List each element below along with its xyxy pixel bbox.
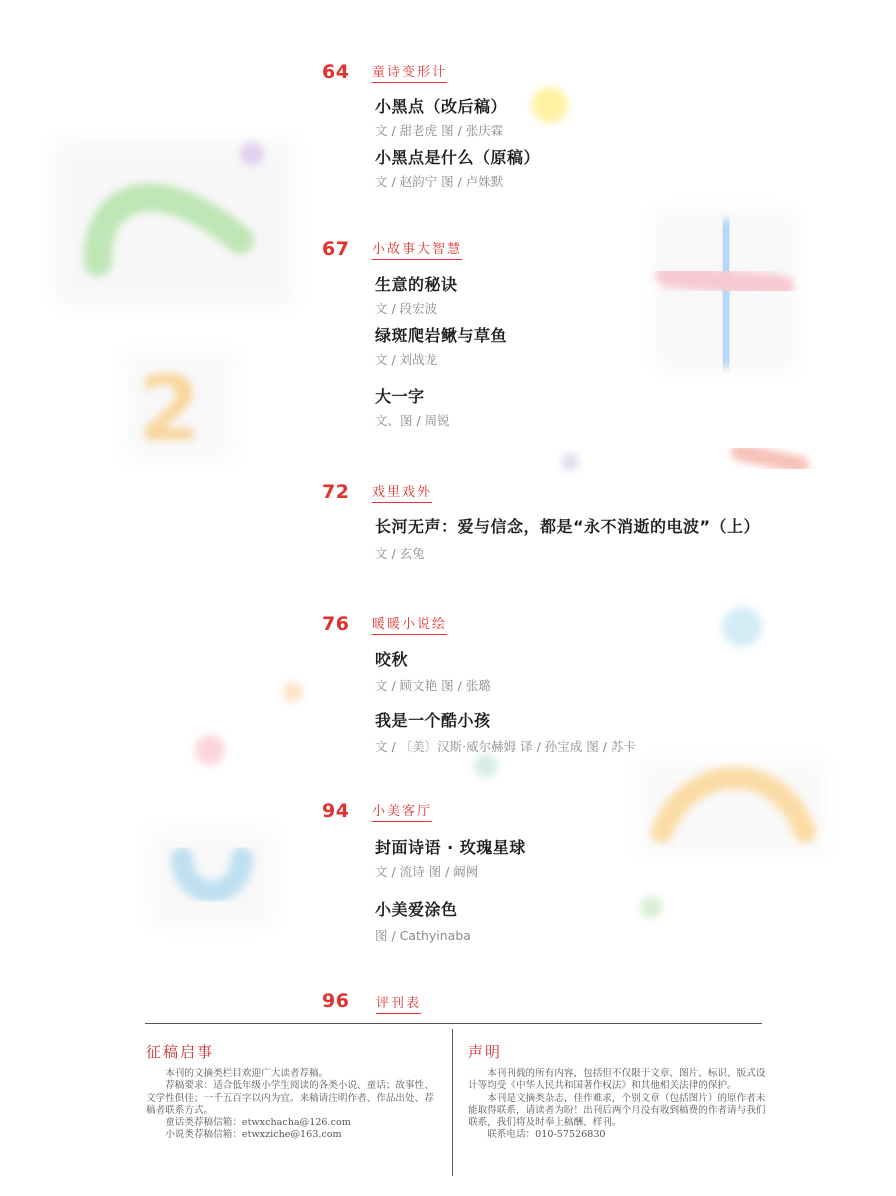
article-credit: 文 / 甜老虎 图 / 张庆霖 bbox=[375, 123, 504, 138]
notice-email[interactable]: 小说类荐稿信箱：etwxziche@163.com bbox=[165, 1129, 342, 1141]
article-entry[interactable] bbox=[375, 647, 491, 694]
article-entry[interactable] bbox=[375, 835, 526, 880]
deco-yellow-dot bbox=[532, 87, 568, 123]
divider bbox=[452, 1029, 453, 1176]
article-credit: 文 / 〔美〕汉斯·威尔赫姆 译 / 孙宝成 图 / 苏卡 bbox=[375, 739, 636, 754]
article-credit: 文 / 赵韵宁 图 / 卢姝默 bbox=[375, 174, 504, 189]
section-title[interactable]: 评刊表 bbox=[376, 992, 421, 1014]
article-credit: 文 / 刘战龙 bbox=[375, 352, 438, 367]
notice-paragraph: 荐稿要求：适合低年级小学生阅读的各类小说、童话；故事性、文学性俱佳；一千五百字以内为宜。来稿请注明作者、作品出处、荐稿者联系方式。 bbox=[146, 1080, 434, 1116]
deco-panel bbox=[150, 830, 275, 925]
article-entry[interactable] bbox=[375, 272, 458, 317]
article-title: 咬秋 bbox=[375, 650, 409, 669]
notice-paragraph: 本刊的文摘类栏目欢迎广大读者荐稿。 bbox=[165, 1068, 329, 1079]
deco-blue-bar bbox=[724, 232, 728, 355]
article-title: 小美爱涂色 bbox=[375, 900, 458, 919]
article-title: 小黑点（改后稿） bbox=[375, 97, 508, 116]
page-number: 76 bbox=[322, 613, 350, 635]
article-credit: 文、图 / 周锐 bbox=[375, 413, 450, 428]
section-title[interactable]: 童诗变形计 bbox=[372, 61, 447, 83]
deco-green-dot bbox=[640, 896, 662, 918]
submission-notice-title: 征稿启事 bbox=[146, 1043, 215, 1061]
article-entry[interactable] bbox=[375, 94, 507, 139]
article-entry[interactable] bbox=[375, 708, 636, 755]
deco-salmon-bar bbox=[740, 452, 800, 465]
notice-phone: 联系电话：010-57526830 bbox=[487, 1129, 606, 1141]
deco-teal-dot bbox=[474, 754, 498, 778]
section-title[interactable]: 暖暖小说绘 bbox=[372, 613, 447, 635]
section-title[interactable]: 戏里戏外 bbox=[372, 481, 432, 503]
article-title: 绿斑爬岩鳅与草鱼 bbox=[375, 326, 508, 345]
notice-email[interactable]: 童话类荐稿信箱：etwxchacha@126.com bbox=[165, 1117, 351, 1129]
article-entry[interactable] bbox=[375, 323, 507, 368]
article-title: 大一字 bbox=[375, 387, 425, 406]
article-credit: 文 / 玄兔 bbox=[375, 546, 425, 561]
divider bbox=[145, 1023, 762, 1024]
page-number: 94 bbox=[322, 800, 350, 822]
page-number: 64 bbox=[322, 61, 350, 83]
deco-blue-dot bbox=[722, 607, 762, 647]
submission-notice-body bbox=[146, 1068, 438, 1142]
article-entry[interactable] bbox=[375, 897, 471, 944]
section-title[interactable]: 小故事大智慧 bbox=[372, 238, 462, 260]
page-number: 67 bbox=[322, 238, 350, 260]
statement-notice-body bbox=[468, 1068, 766, 1142]
article-title: 我是一个酷小孩 bbox=[375, 711, 491, 730]
deco-lavender-dot bbox=[561, 453, 579, 471]
article-credit: 文 / 段宏波 bbox=[375, 301, 438, 316]
article-credit: 文 / 流诗 图 / 阚阙 bbox=[375, 864, 479, 879]
article-title: 长河无声：爱与信念，都是“永不消逝的电波”（上） bbox=[375, 517, 761, 536]
deco-orange-2: 2 bbox=[138, 357, 201, 462]
notice-paragraph: 本刊是文摘类杂志，佳作难求，个别文章（包括图片）的原作者未能取得联系，请读者为盼！出刊后两个月没有收到稿费的作者请与我们联系，我们将及时奉上稿酬、样刊。 bbox=[468, 1092, 766, 1129]
article-title: 封面诗语 · 玫瑰星球 bbox=[375, 838, 526, 857]
article-entry[interactable] bbox=[375, 514, 760, 562]
article-title: 生意的秘诀 bbox=[375, 275, 458, 294]
article-entry[interactable] bbox=[375, 384, 450, 429]
statement-notice-title: 声明 bbox=[468, 1043, 503, 1061]
deco-pink-dot bbox=[195, 735, 225, 765]
article-title: 小黑点是什么（原稿） bbox=[375, 148, 541, 167]
deco-peach-dot bbox=[283, 682, 303, 702]
deco-purple-dot bbox=[240, 142, 264, 166]
article-credit: 图 / Cathyinaba bbox=[375, 928, 471, 943]
page-number: 96 bbox=[322, 990, 350, 1012]
deco-pink-bar bbox=[668, 275, 782, 287]
article-entry[interactable] bbox=[375, 145, 540, 190]
article-credit: 文 / 顾文艳 图 / 张璐 bbox=[375, 678, 491, 693]
page-number: 72 bbox=[322, 481, 350, 503]
section-title[interactable]: 小美客厅 bbox=[372, 800, 432, 822]
notice-paragraph: 本刊刊载的所有内容，包括但不仅限于文章、图片、标识、版式设计等均受《中华人民共和国著作权法》和其他相关法律的保护。 bbox=[468, 1068, 766, 1092]
